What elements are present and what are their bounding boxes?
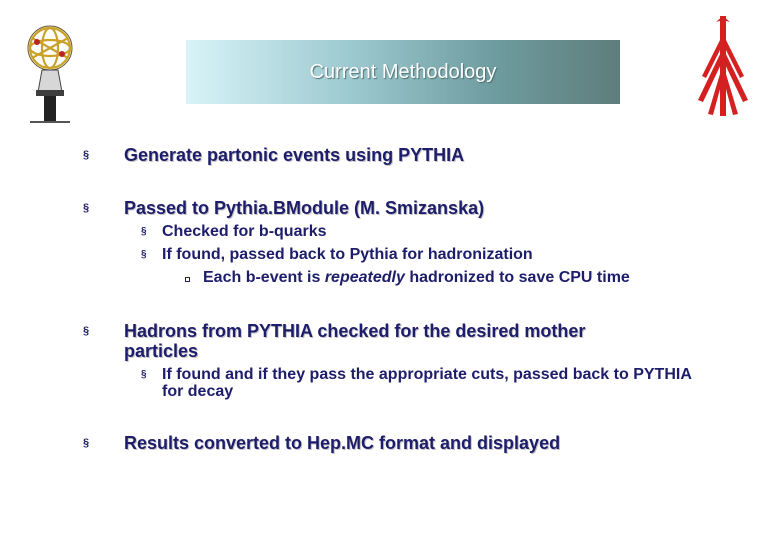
bullet-text: Results converted to Hep.MC format and displayed: [124, 433, 561, 453]
bullet-marker: §: [141, 369, 147, 380]
slide-title: Current Methodology: [309, 60, 497, 83]
sub-sub-bullet-before: Each b-event is: [203, 269, 325, 286]
bullet-marker: §: [83, 325, 90, 337]
square-bullet-icon: [185, 277, 190, 282]
sub-sub-bullet-text: [203, 269, 703, 286]
bullet-text: Generate partonic events using PYTHIA: [124, 145, 465, 165]
cern-red-logo-icon: [694, 14, 752, 118]
bullet-text: Passed to Pythia.BModule (M. Smizanska): [124, 198, 485, 218]
bullet-marker: §: [141, 226, 147, 237]
bullet-text: Hadrons from PYTHIA checked for the desired mother particles: [124, 321, 586, 361]
bullet-marker: §: [83, 149, 90, 161]
title-banner: [186, 40, 620, 104]
bullet-marker: §: [83, 202, 90, 214]
bullet-marker: §: [141, 249, 147, 260]
sub-bullet-text: If found and if they pass the appropriate cuts, passed back to PYTHIA for decay: [162, 366, 692, 400]
sub-bullet-text: Checked for b-quarks: [162, 223, 327, 240]
sub-sub-bullet-after: hadronized to save CPU time: [404, 269, 630, 286]
bullet-marker: §: [83, 437, 90, 449]
atlas-logo-icon: [22, 18, 84, 126]
sub-sub-bullet-emphasis: repeatedly: [324, 269, 405, 286]
sub-bullet-text: If found, passed back to Pythia for hadronization: [162, 246, 533, 263]
